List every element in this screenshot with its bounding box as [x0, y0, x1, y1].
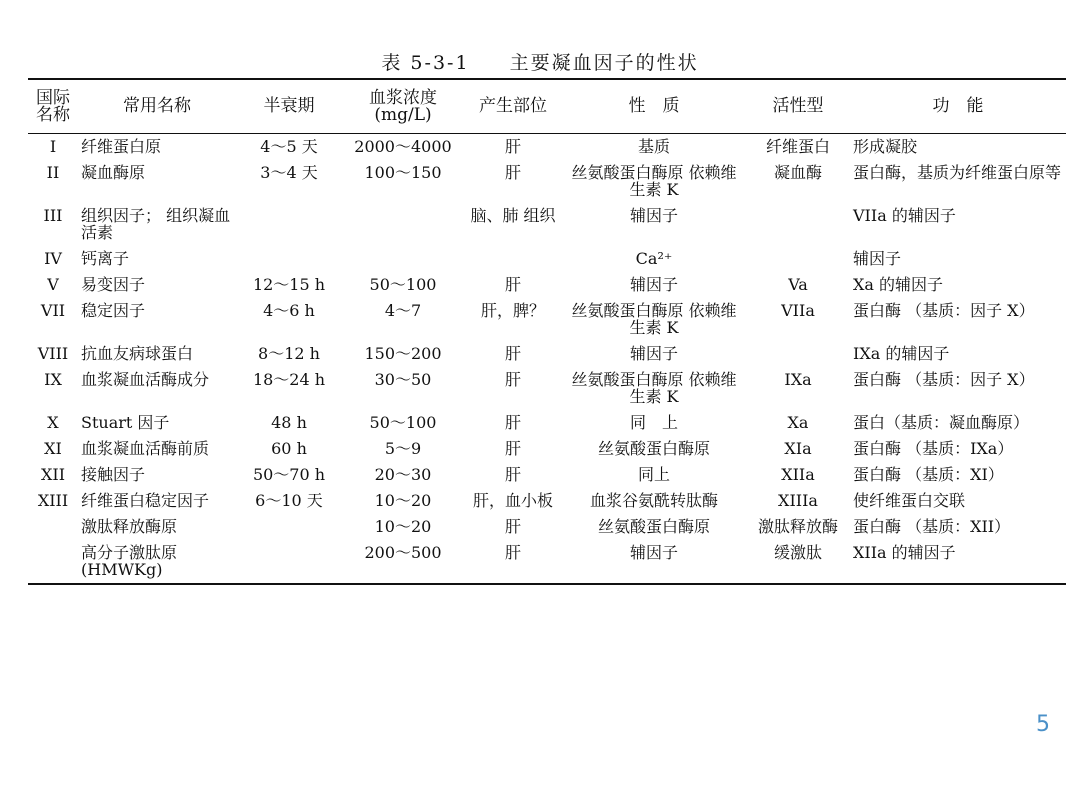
table-row: [28, 246, 1066, 272]
factor-id-cell: XI: [44, 439, 62, 458]
function-cell: 蛋白酶 （基质：IXa）: [853, 439, 1014, 458]
function-cell: 使纤维蛋白交联: [853, 491, 966, 510]
active-form-cell: 激肽释放酶: [757, 517, 838, 536]
production-site-cell: 肝，血小板: [472, 491, 553, 510]
header-name: 常用名称: [123, 96, 191, 116]
common-name-cell: 钙离子: [81, 249, 130, 268]
header-active-form: 活性型: [772, 96, 824, 116]
active-form-cell: Xa: [787, 413, 809, 432]
property-cell: 辅因子: [629, 344, 678, 363]
factor-id-cell: II: [46, 163, 60, 182]
production-site-cell: 肝: [504, 413, 521, 432]
common-name-cell: 血浆凝血活酶成分: [81, 370, 210, 389]
property-cell: Ca²⁺: [635, 249, 673, 268]
property-cell: 基质: [637, 137, 670, 156]
half-life-cell: 18～24 h: [252, 370, 326, 389]
active-form-cell: 凝血酶: [773, 163, 822, 182]
production-site-cell: 肝: [504, 543, 521, 562]
factor-id-cell: XII: [40, 465, 66, 484]
factor-id-cell: VII: [40, 301, 66, 320]
half-life-cell: [236, 540, 342, 584]
property-cell: 辅因子: [629, 275, 678, 294]
plasma-concentration-cell: [342, 246, 464, 272]
common-name-cell: 血浆凝血活酶前质: [81, 439, 210, 458]
production-site-cell: 脑、肺 组织: [470, 206, 556, 225]
function-cell: IXa 的辅因子: [853, 344, 950, 363]
half-life-cell: 60 h: [271, 439, 307, 458]
production-site-cell: 肝: [504, 137, 521, 156]
property-cell: 血浆谷氨酰转肽酶: [589, 491, 718, 510]
plasma-concentration-cell: 5～9: [384, 439, 422, 458]
table-row: [28, 488, 1066, 514]
half-life-cell: 3～4 天: [260, 163, 318, 182]
property-cell: 辅因子: [629, 543, 678, 562]
plasma-concentration-cell: 100～150: [364, 163, 442, 182]
production-site-cell: 肝: [504, 163, 521, 182]
common-name-cell: 组织因子； 组织凝血活素: [81, 206, 231, 242]
production-site-cell: 肝: [504, 439, 521, 458]
half-life-cell: 8～12 h: [258, 344, 320, 363]
active-form-cell: 缓激肽: [773, 543, 822, 562]
common-name-cell: 纤维蛋白原: [81, 137, 162, 156]
property-cell: 辅因子: [629, 206, 678, 225]
plasma-concentration-cell: [342, 203, 464, 246]
production-site-cell: 肝: [504, 517, 521, 536]
function-cell: 蛋白酶 （基质：因子 X）: [853, 301, 1035, 320]
production-site-cell: 肝，脾？: [480, 301, 545, 320]
table-row: [28, 462, 1066, 488]
common-name-cell: 纤维蛋白稳定因子: [81, 491, 210, 510]
active-form-cell: XIa: [784, 439, 812, 458]
common-name-cell: Stuart 因子: [81, 413, 170, 432]
active-form-cell: [746, 246, 850, 272]
half-life-cell: 12～15 h: [252, 275, 326, 294]
coagulation-factors-table: [28, 78, 1066, 585]
table-row: [28, 160, 1066, 203]
plasma-concentration-cell: 4～7: [384, 301, 422, 320]
table-row: [28, 367, 1066, 410]
plasma-concentration-cell: 10～20: [374, 491, 432, 510]
active-form-cell: [746, 341, 850, 367]
header-row: [28, 79, 1066, 134]
function-cell: 蛋白酶，基质为纤维蛋白原等: [853, 163, 1062, 182]
table-title: 主要凝血因子的性状: [509, 52, 699, 74]
common-name-cell: 易变因子: [81, 275, 146, 294]
property-cell: 同上: [637, 465, 670, 484]
function-cell: 蛋白酶 （基质：XII）: [853, 517, 1011, 536]
production-site-cell: 肝: [504, 344, 521, 363]
factor-id-cell: [28, 540, 78, 584]
function-cell: XIIa 的辅因子: [853, 543, 956, 562]
active-form-cell: Va: [788, 275, 808, 294]
header-property: 性 质: [628, 96, 680, 116]
property-cell: 丝氨酸蛋白酶原: [597, 439, 710, 458]
property-cell: 丝氨酸蛋白酶原 依赖维生素 K: [571, 301, 737, 337]
active-form-cell: [746, 203, 850, 246]
active-form-cell: XIIIa: [778, 491, 818, 510]
half-life-cell: 48 h: [271, 413, 307, 432]
factor-id-cell: IX: [44, 370, 62, 389]
property-cell: 丝氨酸蛋白酶原 依赖维生素 K: [571, 370, 737, 406]
common-name-cell: 凝血酶原: [81, 163, 146, 182]
factor-id-cell: I: [49, 137, 57, 156]
factor-id-cell: V: [47, 275, 59, 294]
production-site-cell: [464, 246, 562, 272]
table-row: [28, 203, 1066, 246]
factor-id-cell: X: [47, 413, 59, 432]
function-cell: 蛋白（基质：凝血酶原）: [853, 413, 1030, 432]
header-site: 产生部位: [479, 96, 547, 116]
header-concentration: 血浆浓度 (mg/L): [369, 87, 437, 125]
function-cell: VIIa 的辅因子: [853, 206, 956, 225]
half-life-cell: [236, 246, 342, 272]
plasma-concentration-cell: 50～100: [369, 413, 437, 432]
common-name-cell: 激肽释放酶原: [81, 517, 178, 536]
plasma-concentration-cell: 150～200: [364, 344, 442, 363]
half-life-cell: [236, 203, 342, 246]
plasma-concentration-cell: 30～50: [374, 370, 432, 389]
common-name-cell: 稳定因子: [81, 301, 146, 320]
table-caption: [0, 48, 1080, 75]
plasma-concentration-cell: 10～20: [374, 517, 432, 536]
active-form-cell: 纤维蛋白: [765, 137, 830, 156]
table-row: [28, 410, 1066, 436]
common-name-cell: 抗血友病球蛋白: [81, 344, 194, 363]
common-name-cell: 接触因子: [81, 465, 146, 484]
half-life-cell: 4～5 天: [260, 137, 318, 156]
plasma-concentration-cell: 20～30: [374, 465, 432, 484]
production-site-cell: 肝: [504, 275, 521, 294]
table-row: [28, 436, 1066, 462]
function-cell: Xa 的辅因子: [853, 275, 944, 294]
table-row: [28, 514, 1066, 540]
active-form-cell: XIIa: [781, 465, 815, 484]
factor-id-cell: VIII: [37, 344, 69, 363]
production-site-cell: 肝: [504, 465, 521, 484]
function-cell: 蛋白酶 （基质：因子 X）: [853, 370, 1035, 389]
table-row: [28, 272, 1066, 298]
common-name-cell: 高分子激肽原 (HMWKg): [81, 543, 178, 579]
table-row: [28, 540, 1066, 584]
table-row: [28, 134, 1066, 161]
table-row: [28, 341, 1066, 367]
function-cell: 辅因子: [853, 249, 902, 268]
property-cell: 丝氨酸蛋白酶原: [597, 517, 710, 536]
half-life-cell: [236, 514, 342, 540]
table-row: [28, 298, 1066, 341]
function-cell: 蛋白酶 （基质：XI）: [853, 465, 1004, 484]
function-cell: 形成凝胶: [853, 137, 918, 156]
property-cell: 同 上: [629, 413, 678, 432]
factor-id-cell: [28, 514, 78, 540]
half-life-cell: 6～10 天: [255, 491, 323, 510]
plasma-concentration-cell: 200～500: [364, 543, 442, 562]
plasma-concentration-cell: 2000～4000: [354, 137, 452, 156]
page-number: 5: [1036, 712, 1050, 737]
half-life-cell: 4～6 h: [263, 301, 315, 320]
factor-id-cell: III: [43, 206, 63, 225]
active-form-cell: IXa: [784, 370, 812, 389]
factor-id-cell: XIII: [37, 491, 69, 510]
active-form-cell: VIIa: [781, 301, 815, 320]
header-id: 国际名称: [36, 87, 70, 125]
factor-id-cell: IV: [44, 249, 62, 268]
property-cell: 丝氨酸蛋白酶原 依赖维生素 K: [571, 163, 737, 199]
half-life-cell: 50～70 h: [252, 465, 326, 484]
table-number: 表 5-3-1: [381, 52, 470, 74]
plasma-concentration-cell: 50～100: [369, 275, 437, 294]
header-half-life: 半衰期: [263, 96, 315, 116]
production-site-cell: 肝: [504, 370, 521, 389]
header-function: 功 能: [932, 96, 984, 116]
